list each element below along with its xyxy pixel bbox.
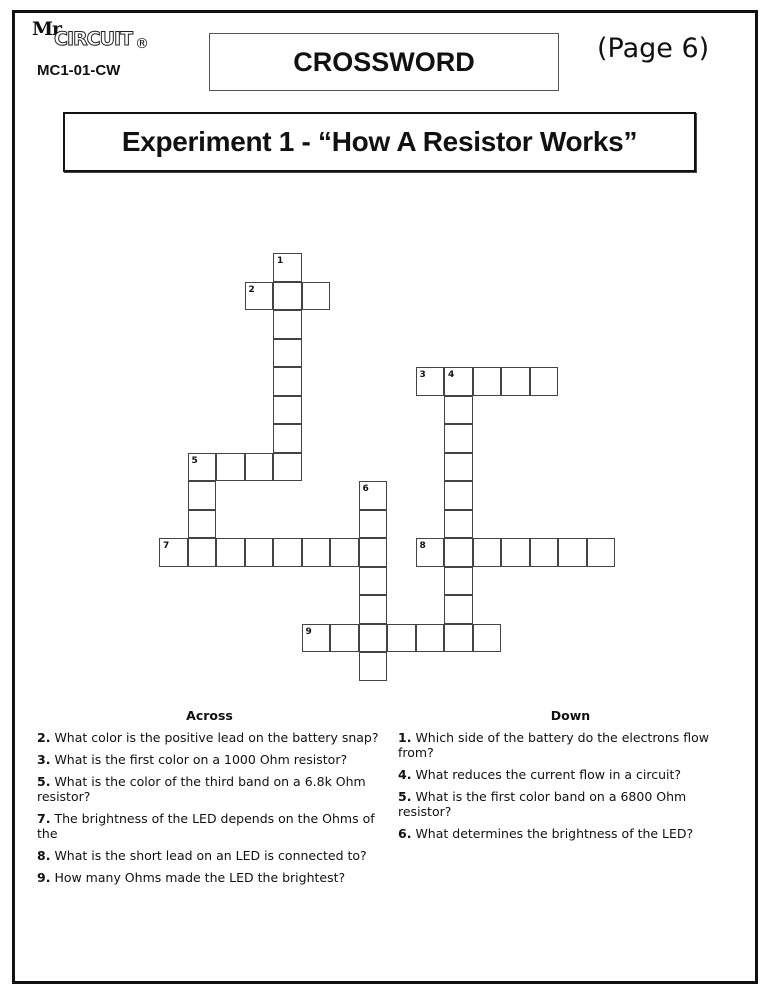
- crossword-cell[interactable]: [444, 510, 473, 539]
- experiment-title: Experiment 1 - “How A Resistor Works”: [63, 112, 696, 172]
- clue-text: Which side of the battery do the electrons flow from?: [398, 730, 709, 760]
- clue-across-2: [37, 730, 382, 745]
- clue-number: 8.: [37, 848, 51, 863]
- crossword-cell[interactable]: [245, 538, 274, 567]
- crossword-cell[interactable]: [416, 367, 445, 396]
- registered-icon: ®: [135, 36, 149, 52]
- cell-number: 8: [419, 541, 426, 551]
- clue-across-8: [37, 848, 382, 863]
- crossword-cell[interactable]: [444, 595, 473, 624]
- crossword-cell[interactable]: [273, 339, 302, 368]
- clue-text: What color is the positive lead on the battery snap?: [54, 730, 379, 745]
- crossword-cell[interactable]: [444, 624, 473, 653]
- crossword-cell[interactable]: [530, 538, 559, 567]
- clue-text: What is the first color on a 1000 Ohm resistor?: [54, 752, 348, 767]
- crossword-cell[interactable]: [359, 481, 388, 510]
- crossword-cell[interactable]: [444, 453, 473, 482]
- crossword-cell[interactable]: [416, 538, 445, 567]
- clue-down-5: [398, 789, 743, 819]
- crossword-cell[interactable]: [359, 595, 388, 624]
- mr-circuit-logo: [32, 18, 162, 58]
- crossword-cell[interactable]: [216, 538, 245, 567]
- down-heading: Down: [550, 708, 591, 723]
- clue-number: 2.: [37, 730, 51, 745]
- clue-down-1: [398, 730, 743, 760]
- clue-down-4: [398, 767, 743, 782]
- clue-text: What is the short lead on an LED is connected to?: [54, 848, 367, 863]
- clue-across-7: [37, 811, 382, 841]
- clue-number: 5.: [37, 774, 51, 789]
- clue-across-3: [37, 752, 382, 767]
- crossword-cell[interactable]: [530, 367, 559, 396]
- crossword-cell[interactable]: [273, 253, 302, 282]
- crossword-cell[interactable]: [245, 453, 274, 482]
- crossword-cell[interactable]: [444, 481, 473, 510]
- cell-number: 9: [305, 626, 312, 637]
- crossword-cell[interactable]: [188, 538, 217, 567]
- cell-number: 4: [448, 370, 455, 380]
- worksheet-code: MC1-01-CW: [37, 62, 121, 79]
- crossword-cell[interactable]: [302, 624, 331, 653]
- clue-down-6: [398, 826, 743, 841]
- cell-number: 5: [191, 455, 198, 466]
- crossword-cell[interactable]: [273, 282, 302, 311]
- crossword-cell[interactable]: [359, 652, 388, 681]
- crossword-cell[interactable]: [444, 367, 473, 396]
- crossword-cell[interactable]: [188, 453, 217, 482]
- crossword-cell[interactable]: [273, 367, 302, 396]
- crossword-cell[interactable]: [473, 367, 502, 396]
- crossword-cell[interactable]: [273, 453, 302, 482]
- clue-text: What determines the brightness of the LED?: [415, 826, 694, 841]
- clue-number: 4.: [398, 767, 412, 782]
- crossword-cell[interactable]: [501, 367, 530, 396]
- crossword-cell[interactable]: [359, 510, 388, 539]
- clue-text: How many Ohms made the LED the brightest?: [54, 870, 346, 885]
- clue-across-5: [37, 774, 382, 804]
- crossword-cell[interactable]: [188, 510, 217, 539]
- across-heading: Across: [186, 708, 233, 723]
- cell-number: 1: [277, 256, 284, 266]
- page-title: CROSSWORD: [209, 33, 559, 91]
- cell-number: 7: [163, 541, 170, 551]
- crossword-cell[interactable]: [444, 396, 473, 425]
- logo-circuit-text: CIRCUIT: [54, 28, 133, 50]
- clue-number: 7.: [37, 811, 51, 826]
- clue-text: The brightness of the LED depends on the Ohms of the: [37, 811, 375, 841]
- crossword-cell[interactable]: [273, 396, 302, 425]
- crossword-cell[interactable]: [501, 538, 530, 567]
- clue-text: What is the color of the third band on a 6.8k Ohm resistor?: [37, 774, 366, 804]
- crossword-cell[interactable]: [359, 567, 388, 596]
- crossword-cell[interactable]: [216, 453, 245, 482]
- crossword-cell[interactable]: [416, 624, 445, 653]
- crossword-cell[interactable]: [444, 424, 473, 453]
- crossword-cell[interactable]: [558, 538, 587, 567]
- crossword-cell[interactable]: [302, 282, 331, 311]
- crossword-cell[interactable]: [302, 538, 331, 567]
- crossword-cell[interactable]: [188, 481, 217, 510]
- cell-number: 3: [419, 370, 426, 380]
- clue-number: 5.: [398, 789, 412, 804]
- crossword-cell[interactable]: [330, 624, 359, 653]
- page-number: (Page 6): [597, 33, 710, 64]
- clue-text: What reduces the current flow in a circuit?: [415, 767, 682, 782]
- cell-number: 2: [248, 284, 255, 295]
- clue-number: 1.: [398, 730, 412, 745]
- crossword-cell[interactable]: [330, 538, 359, 567]
- crossword-cell[interactable]: [359, 624, 388, 653]
- down-clues: [398, 708, 743, 848]
- crossword-cell[interactable]: [159, 538, 188, 567]
- clue-number: 9.: [37, 870, 51, 885]
- clue-number: 3.: [37, 752, 51, 767]
- crossword-cell[interactable]: [245, 282, 274, 311]
- crossword-cell[interactable]: [444, 567, 473, 596]
- crossword-cell[interactable]: [273, 538, 302, 567]
- crossword-cell[interactable]: [359, 538, 388, 567]
- clue-number: 6.: [398, 826, 412, 841]
- crossword-cell[interactable]: [273, 424, 302, 453]
- clue-across-9: [37, 870, 382, 885]
- logo-mr-text: Mr: [32, 18, 62, 40]
- crossword-cell[interactable]: [444, 538, 473, 567]
- cell-number: 6: [362, 484, 369, 494]
- clue-text: What is the first color band on a 6800 Ohm resistor?: [398, 789, 687, 819]
- crossword-cell[interactable]: [587, 538, 616, 567]
- across-clues: [37, 708, 382, 892]
- crossword-cell[interactable]: [473, 624, 502, 653]
- crossword-cell[interactable]: [273, 310, 302, 339]
- crossword-cell[interactable]: [387, 624, 416, 653]
- crossword-cell[interactable]: [473, 538, 502, 567]
